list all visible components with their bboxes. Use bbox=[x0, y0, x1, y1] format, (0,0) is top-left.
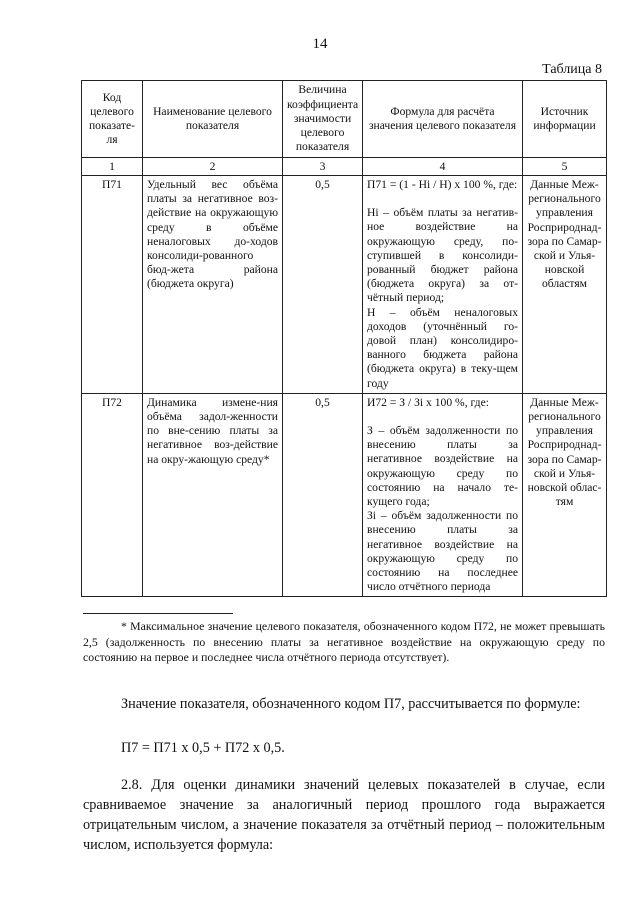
paragraph-2-8: 2.8. Для оценки динамики значений целевых показателей в случае, если сравниваемое значение за аналогичный период прошлого года выражается отрицательным числом, а значение показателя за отчётный период – положительным числом, используется формула: bbox=[83, 777, 605, 853]
header-coefficient: Величина коэффициента значимости целевого показателя bbox=[283, 81, 363, 158]
header-source: Источник информации bbox=[523, 81, 607, 158]
column-number: 2 bbox=[143, 158, 283, 176]
indicator-name: Удельный вес объёма платы за негативное воз-действие на окружающую среду в объёме неналоговых до-ходов консолиди-рованного бюд-жета района (бюджета округа) bbox=[143, 176, 283, 394]
column-number: 4 bbox=[363, 158, 523, 176]
formula-cell bbox=[363, 176, 523, 394]
header-code: Код целевого показате-ля bbox=[82, 81, 143, 158]
column-number-row bbox=[82, 158, 607, 176]
table-row bbox=[82, 176, 607, 394]
header-formula: Формула для расчёта значения целевого показателя bbox=[363, 81, 523, 158]
indicator-code: П71 bbox=[82, 176, 143, 394]
formula-text: И72 = З / Зi x 100 %, где: bbox=[367, 395, 489, 409]
table-header-row bbox=[82, 81, 607, 158]
formula-definition: З – объём задолженности по внесению платы за негативное воздействие на окружающую среду по состоянию на начало те-кущего года; bbox=[367, 424, 518, 509]
coefficient-value: 0,5 bbox=[283, 176, 363, 394]
header-name: Наименование целевого показателя bbox=[143, 81, 283, 158]
table-row bbox=[82, 393, 607, 597]
formula-definition: Зi – объём задолженности по внесению платы за негативное воздействие на окружающую среду по состоянию на последнее число отчётного периода bbox=[367, 509, 518, 594]
page-number: 14 bbox=[312, 36, 328, 52]
footnote-separator bbox=[83, 613, 233, 614]
column-number: 1 bbox=[82, 158, 143, 176]
column-number: 5 bbox=[523, 158, 607, 176]
formula-cell bbox=[363, 393, 523, 597]
footnote: * Максимальное значение целевого показателя, обозначенного кодом П72, не может превышать 2,5 (задолженность по внесению платы за негативное воздействие на окружающую среду по состоянию на первое и последнее числа отчётного периода отсутствует). bbox=[83, 619, 605, 664]
indicator-table bbox=[81, 80, 607, 597]
formula-text: П71 = (1 - Нi / Н) x 100 %, где: bbox=[367, 178, 518, 191]
information-source: Данные Меж-регионального управления Росприроднад-зора по Самар-ской и Улья-новской облас-тям bbox=[523, 393, 607, 597]
table-caption: Таблица 8 bbox=[542, 62, 602, 77]
paragraph-formula-intro: Значение показателя, обозначенного кодом П7, рассчитывается по формуле: bbox=[121, 696, 581, 712]
formula-definition: Н – объём неналоговых доходов (уточнённый го-довой план) консолидиро-ванного бюджета района (бюджета округа) в теку-щем году bbox=[367, 305, 518, 390]
column-number: 3 bbox=[283, 158, 363, 176]
coefficient-value: 0,5 bbox=[283, 393, 363, 597]
indicator-code: П72 bbox=[82, 393, 143, 597]
formula-line: П7 = П71 x 0,5 + П72 x 0,5. bbox=[121, 740, 285, 756]
indicator-name: Динамика измене-ния объёма задол-женности по вне-сению платы за негативное воз-действие на окру-жающую среду* bbox=[143, 393, 283, 597]
information-source: Данные Меж-регионального управления Росприроднад-зора по Самар-ской и Улья-новской областям bbox=[523, 176, 607, 394]
formula-definition: Нi – объём платы за негатив-ное воздействие на окружающую среду, по-ступившей в консолиди-рованный бюджет района (бюджета округа) за от-чётный период; bbox=[367, 206, 518, 305]
